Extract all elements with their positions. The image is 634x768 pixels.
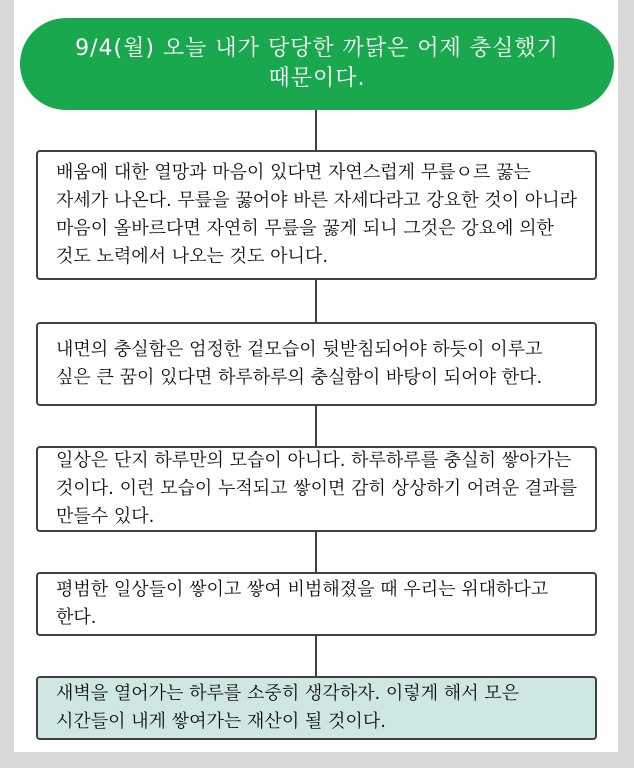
flow-step-text: 일상은 단지 하루만의 모습이 아니다. 하루하루를 충실히 쌓아가는 것이다. 이런 모습이 누적되고 쌓이면 감히 상상하기 어려운 결과를 만들수 있다. <box>56 450 577 527</box>
title-text: 9/4(월) 오늘 내가 당당한 까닭은 어제 충실했기 때문이다. <box>75 36 559 91</box>
flow-step-box <box>36 150 597 280</box>
title-banner <box>20 18 614 110</box>
flow-step-text: 내면의 충실함은 엄정한 겉모습이 뒷받침되어야 하듯이 이루고 싶은 큰 꿈이 있다면 하루하루의 충실함이 바탕이 되어야 한다. <box>56 339 543 388</box>
connector-line <box>315 636 317 676</box>
flow-step-box <box>36 446 597 532</box>
flow-step-text: 새벽을 열어가는 하루를 소중히 생각하자. 이렇게 해서 모은 시간들이 내게 쌓여가는 재산이 될 것이다. <box>56 683 520 732</box>
flow-step-box <box>36 322 597 406</box>
connector-line <box>315 406 317 446</box>
flow-step-text: 평범한 일상들이 쌓이고 쌓여 비범해졌을 때 우리는 위대하다고 한다. <box>56 579 549 628</box>
flow-step-box-final <box>36 676 597 740</box>
connector-line <box>315 280 317 322</box>
flow-step-text: 배움에 대한 열망과 마음이 있다면 자연스럽게 무릎ㅇ르 꿇는 자세가 나온다. 무릎을 꿇어야 바른 자세다라고 강요한 것이 아니라 마음이 올바르다면 자연히 무릎을 꿇게 되니 그것은 강요에 의한 것도 노력에서 나오는 것도 아니다. <box>56 162 577 267</box>
connector-line <box>315 532 317 572</box>
connector-line <box>315 110 317 150</box>
flow-step-box <box>36 572 597 636</box>
